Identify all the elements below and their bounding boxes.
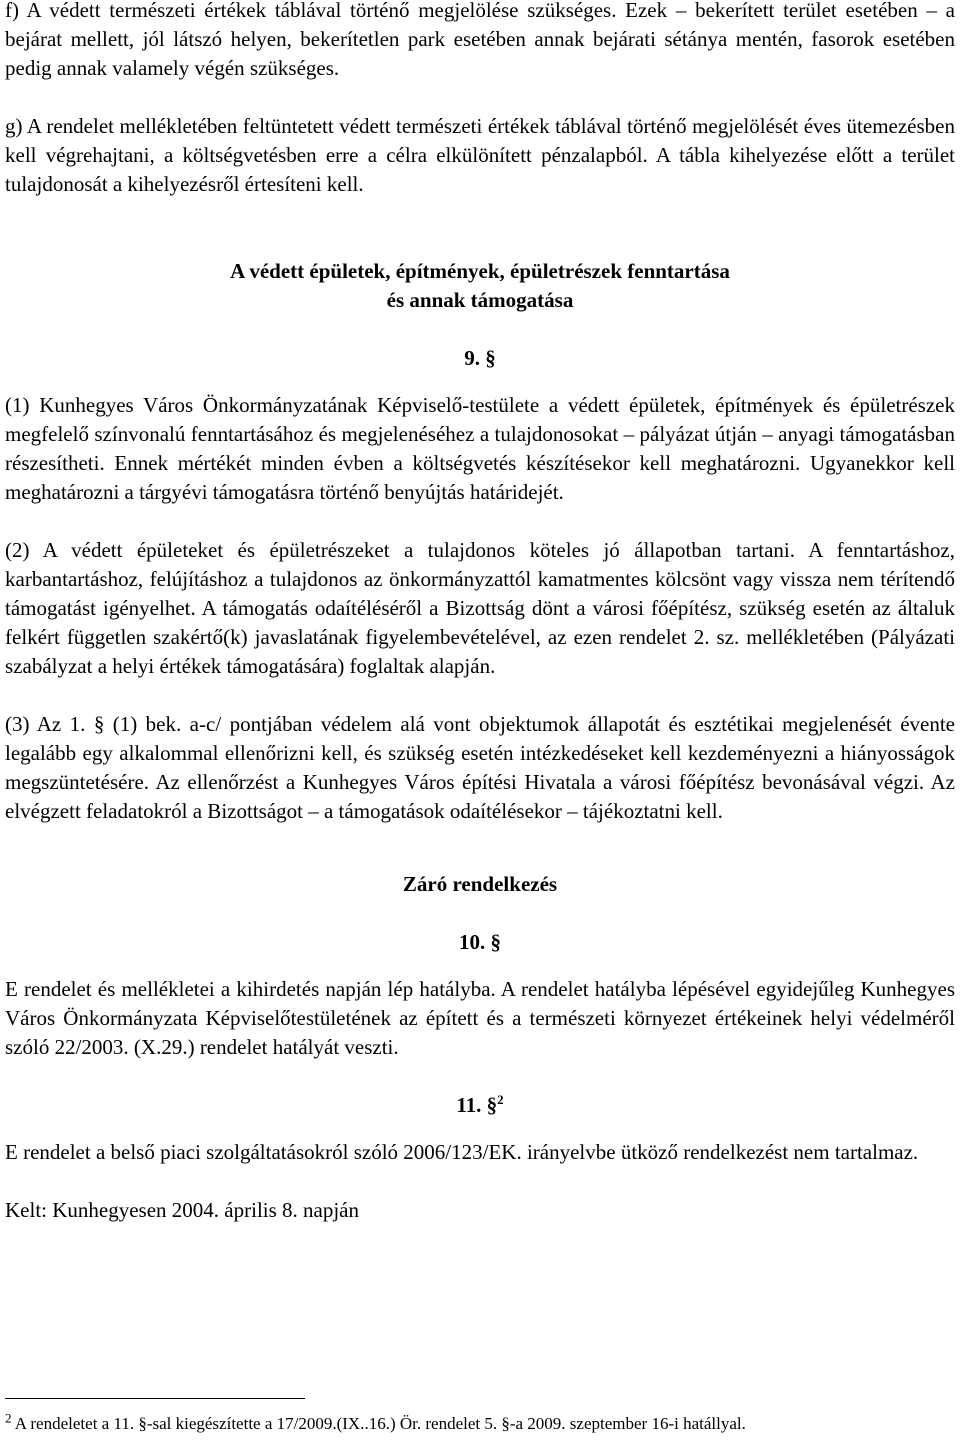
footnote-text: A rendeletet a 11. §-sal kiegészítette a 17/2009.(IX..16.) Ör. rendelet 5. §-a 2009. szeptember 16-i hatállyal.: [11, 1414, 746, 1433]
paragraph-9-2: (2) A védett épületeket és épületrészeket a tulajdonos köteles jó állapotban tartani. A fenntartáshoz, karbantartáshoz, felújításhoz a tulajdonos az önkormányzattól kamatmentes kölcsönt vagy vissza nem térítendő támogatást igényelhet. A támogatás odaítéléséről a Bizottság dönt a városi főépítész, szükség esetén az általuk felkért független szakértő(k) javaslatának figyelembevételével, az ezen rendelet 2. sz. mellékletében (Pályázati szabályzat a helyi értékek támogatására) foglaltak alapján.: [5, 538, 955, 678]
section-11-label: 11. §: [456, 1093, 498, 1117]
footnote-divider: [5, 1398, 305, 1399]
paragraph-9-3: (3) Az 1. § (1) bek. a-c/ pontjában védelem alá vont objektumok állapotát és esztétikai megjelenését évente legalább egy alkalommal ellenőrizni kell, és szükség esetén intézkedéseket kell kezdeményezni a hiányosságok megszüntetésére. Az ellenőrzést a Kunhegyes Város építési Hivatala a városi főépítész bevonásával végzi. Az elvégzett feladatokról a Bizottságot – a támogatások odaítélésekor – tájékoztatni kell.: [5, 712, 955, 823]
section-number-10: 10. §: [459, 930, 501, 954]
paragraph-10: E rendelet és mellékletei a kihirdetés napján lép hatályba. A rendelet hatályba lépésével egyidejűleg Kunhegyes Város Önkormányzata Képviselőtestületének az épített és a természeti környezet értékeinek helyi védelméről szóló 22/2003. (X.29.) rendelet hatályát veszti.: [5, 977, 955, 1059]
footnote-number: 2: [5, 1410, 12, 1426]
paragraph-f: f) A védett természeti értékek táblával történő megjelölése szükséges. Ezek – bekerített terület esetében – a bejárat mellett, jól látszó helyen, bekerítetlen park esetében annak bejárati sétánya mentén, fasorok esetében pedig annak valamely végén szükséges.: [5, 0, 955, 80]
paragraph-11: E rendelet a belső piaci szolgáltatásokról szóló 2006/123/EK. irányelvbe ütköző rendelkezést nem tartalmaz.: [5, 1140, 919, 1164]
document-page: [5, 0, 955, 1225]
section-heading-closing: Záró rendelkezés: [402, 872, 558, 896]
heading-line-2: és annak támogatása: [386, 288, 574, 312]
footnote-reference: 2: [497, 1092, 504, 1107]
section-number-9: 9. §: [464, 346, 496, 370]
date-line: Kelt: Kunhegyesen 2004. április 8. napján: [5, 1198, 360, 1222]
section-heading-protected-buildings: [5, 257, 955, 315]
paragraph-g: g) A rendelet mellékletében feltüntetett védett természeti értékek táblával történő megjelölését éves ütemezésben kell végrehajtani, a költségvetésben erre a célra elkülönített pénzalapból. A tábla kihelyezése előtt a terület tulajdonosát a kihelyezésről értesíteni kell.: [5, 114, 955, 196]
paragraph-9-1: (1) Kunhegyes Város Önkormányzatának Képviselő-testülete a védett épületek, építmények és épületrészek megfelelő színvonalú fenntartásához és megjelenéséhez a tulajdonosokat – pályázat útján – anyagi támogatásban részesítheti. Ennek mértékét minden évben a költségvetés készítésekor kell meghatározni. Ugyanekkor kell meghatározni a tárgyévi támogatásra történő benyújtás határidejét.: [5, 393, 955, 504]
heading-line-1: A védett épületek, építmények, épületrészek fenntartása: [230, 259, 730, 283]
section-number-11: [5, 1091, 955, 1120]
footnote: [5, 1410, 746, 1435]
